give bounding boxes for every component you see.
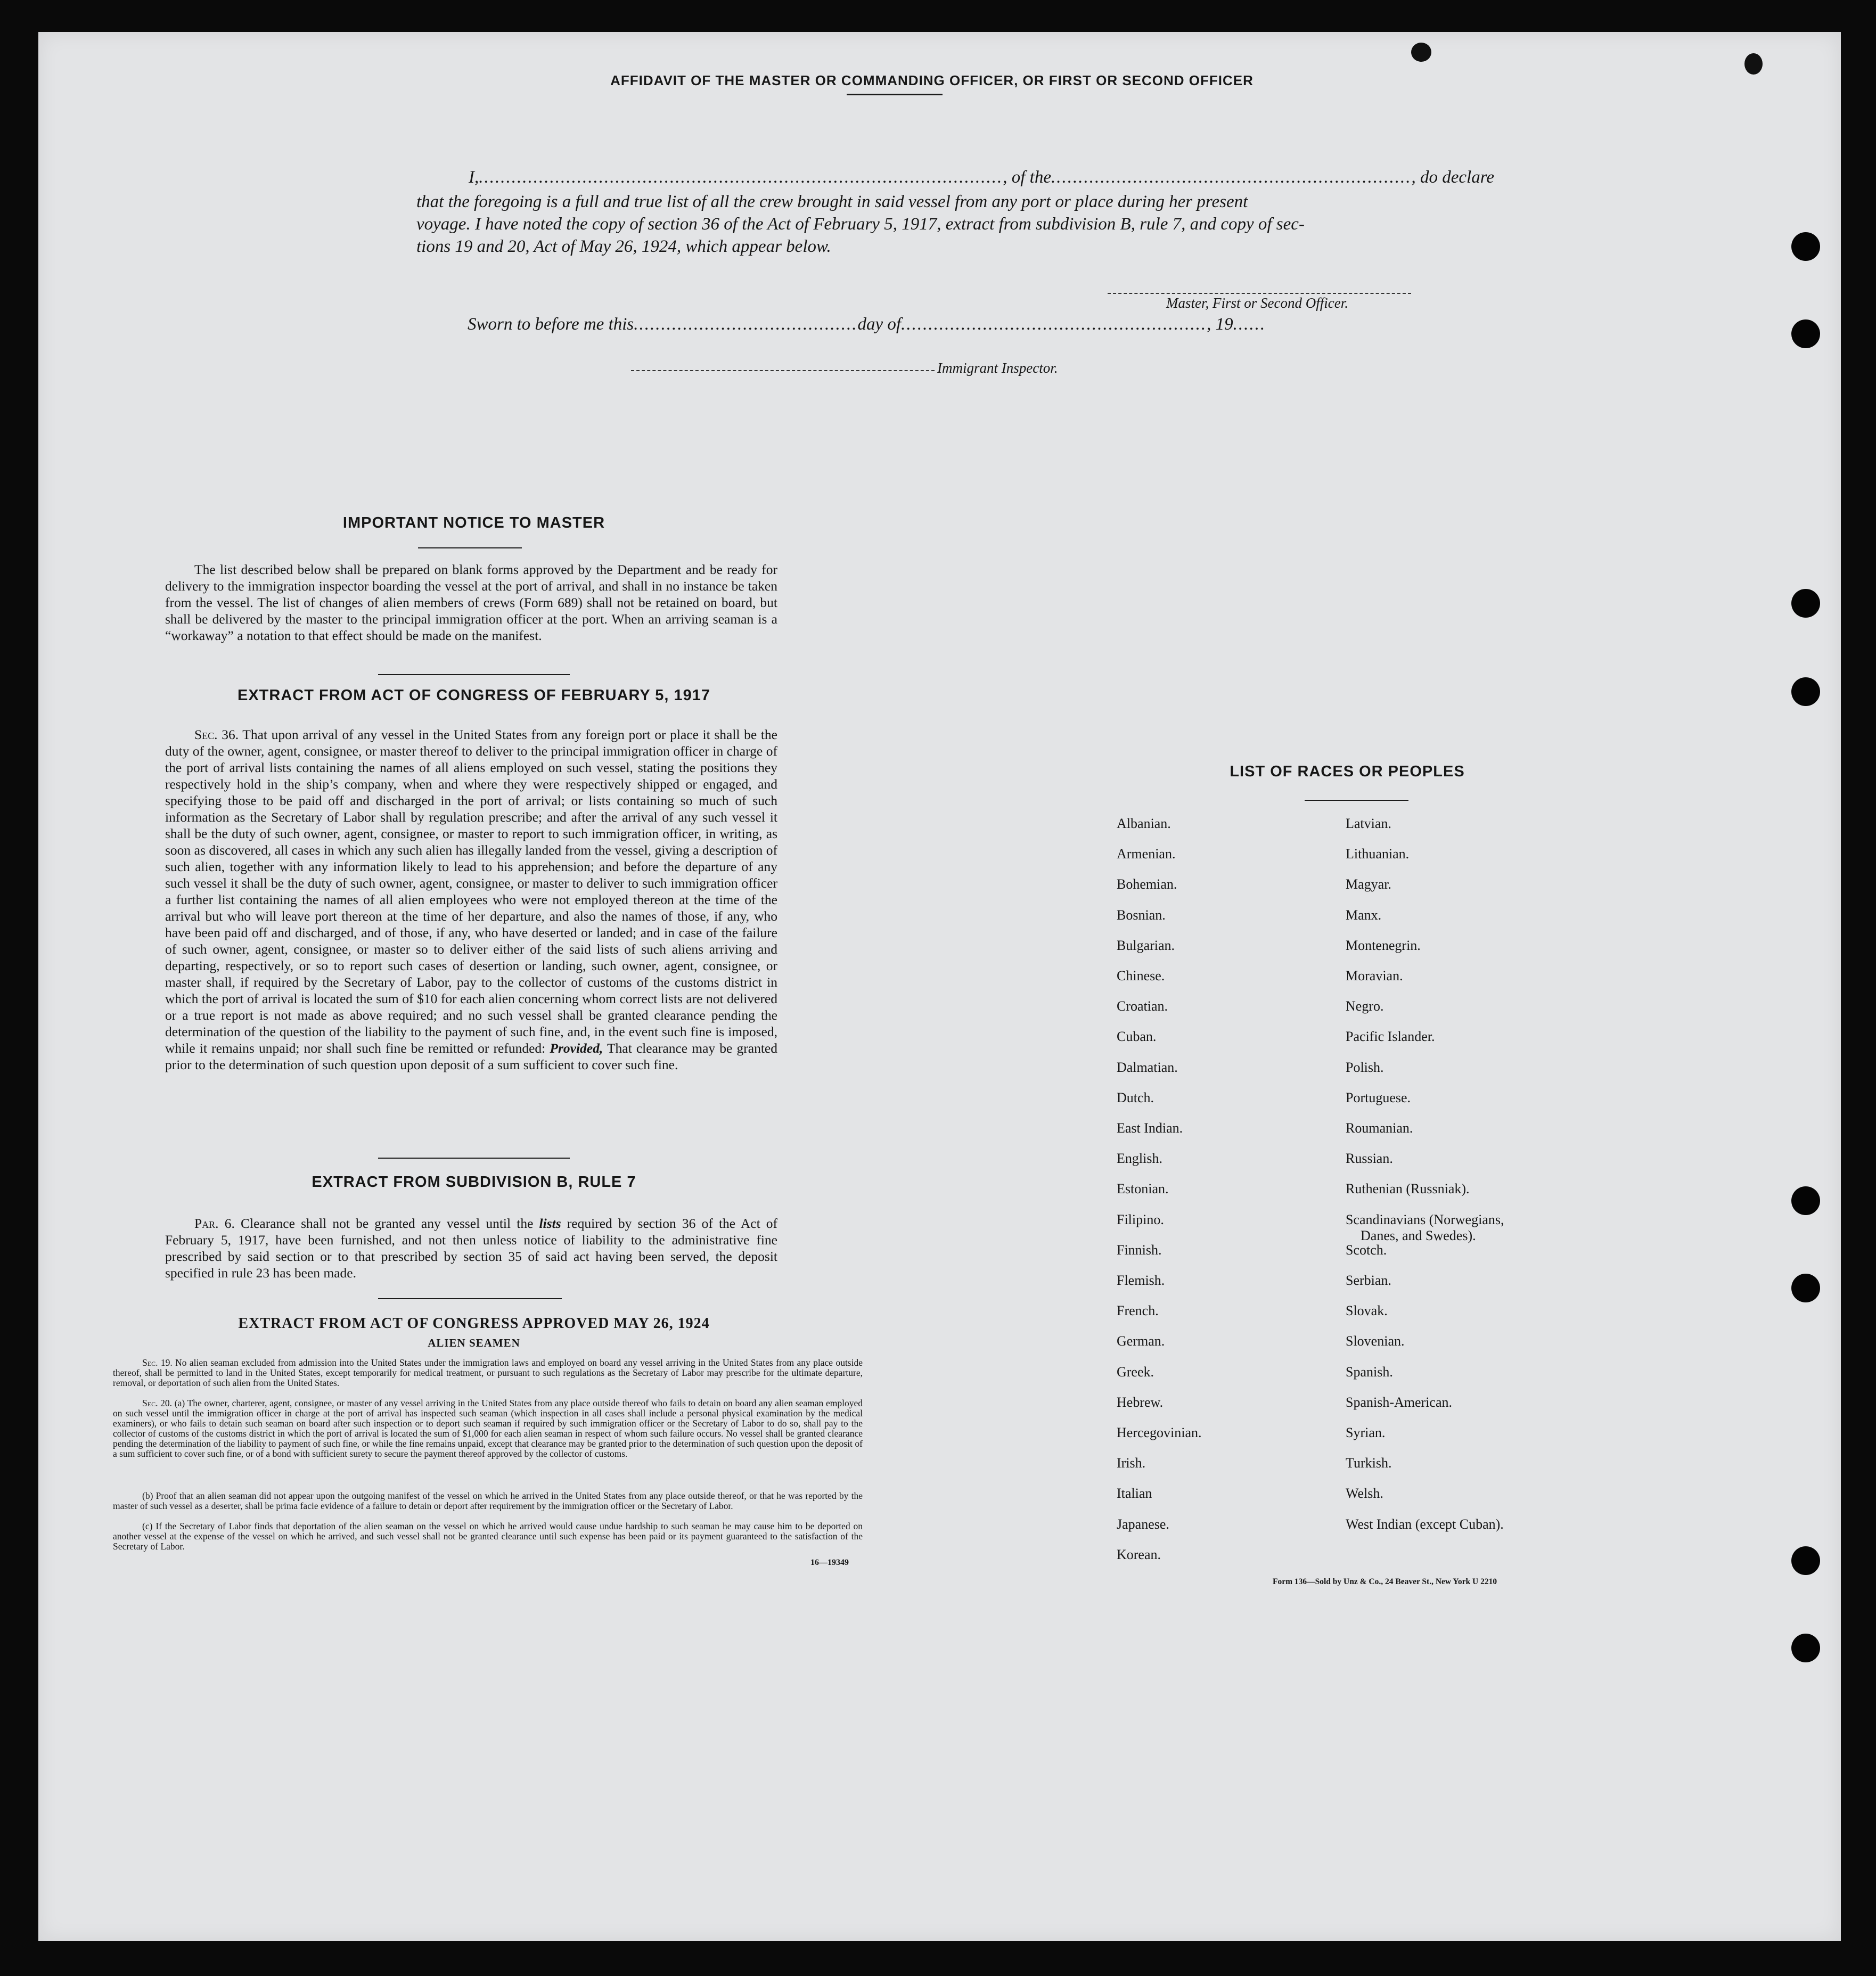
form-number: 16—19349 — [810, 1558, 849, 1567]
title-rule — [847, 94, 943, 95]
race-item: Turkish. — [1346, 1455, 1392, 1471]
race-item: Manx. — [1346, 907, 1382, 923]
section-19-label: Sec. 19. — [142, 1357, 173, 1368]
race-item: Greek. — [1117, 1364, 1154, 1380]
paragraph-6-text-b: required by section 36 of the Act of February 5, 1917, have been furnished, and not then unless notice of liability to the administrative fine prescribed by said section or to that prescribed by section 35 of said act having been served, the deposit specified in rule 23 has been made. — [165, 1216, 778, 1281]
month-blank[interactable]: ........................................................ — [901, 315, 1207, 334]
sworn-line — [468, 313, 1527, 335]
do-declare-text: , do declare — [1411, 168, 1494, 187]
form-publisher-note: Form 136—Sold by Unz & Co., 24 Beaver St., New York U 2210 — [1273, 1577, 1497, 1586]
affidavit-title: AFFIDAVIT OF THE MASTER OR COMMANDING OFFICER, OR FIRST OR SECOND OFFICER — [610, 72, 1254, 88]
race-item: Albanian. — [1117, 816, 1171, 831]
race-item: Dalmatian. — [1117, 1059, 1178, 1075]
race-item: East Indian. — [1117, 1120, 1183, 1136]
ink-speck — [1744, 53, 1763, 75]
section-20b-text: (b) Proof that an alien seaman did not appear upon the outgoing manifest of the vessel on which he arrived in the United States from any place outside thereof, or that he was reported by the master of such vessel as a deserter, shall be prima facie evidence of a failure to detain or deport after requirement by the immigration officer or the Secretary of Labor. — [113, 1490, 863, 1511]
rule-7-body — [165, 1215, 777, 1281]
punch-hole — [1791, 1186, 1820, 1215]
race-item: West Indian (except Cuban). — [1346, 1516, 1504, 1532]
master-signature-caption: Master, First or Second Officer. — [1166, 295, 1348, 311]
race-item: Lithuanian. — [1346, 846, 1410, 862]
race-item: Hercegovinian. — [1117, 1425, 1202, 1440]
race-item: Russian. — [1346, 1151, 1393, 1167]
race-item: Pacific Islander. — [1346, 1029, 1435, 1045]
race-item: Italian — [1117, 1486, 1152, 1502]
notice-rule — [418, 547, 522, 548]
master-signature-line[interactable] — [1108, 293, 1411, 294]
punch-hole — [1791, 232, 1820, 261]
punch-hole — [1791, 319, 1820, 348]
punch-hole — [1791, 1634, 1820, 1662]
section-20a-text — [113, 1398, 863, 1459]
alien-seamen-subheading: ALIEN SEAMEN — [428, 1337, 520, 1349]
paragraph-6-label: Par. 6. — [194, 1216, 235, 1231]
races-rule — [1305, 800, 1408, 801]
race-item: Latvian. — [1346, 816, 1391, 831]
declaration-line-3: voyage. I have noted the copy of section 36 of the Act of February 5, 1917, extract from subdivision B, rule 7, and copy of sec- — [416, 215, 1305, 234]
vessel-blank[interactable]: .................................................................. — [1051, 168, 1412, 187]
extract-1917-end-rule — [378, 1158, 570, 1159]
name-blank[interactable]: ................................................................................................ — [479, 168, 1003, 187]
race-item: Slovak. — [1346, 1303, 1388, 1319]
sworn-text: Sworn to before me this — [468, 315, 634, 334]
race-item: Spanish-American. — [1346, 1394, 1453, 1410]
race-item: Finnish. — [1117, 1242, 1162, 1258]
race-item: Dutch. — [1117, 1089, 1154, 1105]
race-item: Portuguese. — [1346, 1089, 1411, 1105]
section-20c-text: (c) If the Secretary of Labor finds that deportation of the alien seaman on the vessel on which he arrived would cause undue hardship to such seaman he may cause him to be deported on another vessel at the expense of the vessel on which he arrived, and such vessel shall not be granted clearance until such expense has been paid or its payment guaranteed to the satisfaction of the Secretary of Labor. — [113, 1521, 863, 1552]
race-item: French. — [1117, 1303, 1159, 1319]
race-item: Bohemian. — [1117, 876, 1177, 892]
race-item: Estonian. — [1117, 1181, 1169, 1197]
race-item: Bosnian. — [1117, 907, 1166, 923]
race-item: Ruthenian (Russniak). — [1346, 1181, 1470, 1197]
section-36-text: That upon arrival of any vessel in the United States from any foreign port or place it shall be the duty of the owner, agent, consignee, or master thereof to deliver to the principal immigration officer in charge of the port of arrival lists containing the names of all aliens employed on such vessel, stating the positions they respectively hold in the ship’s company, when and where they were respectively shipped or engaged, and specifying those to be paid off and discharged in the port of arrival; or lists containing so much of such information as the Secretary of Labor shall by regulation prescribe; and after the arrival of any such vessel it shall be the duty of such owner, agent, consignee, or master to report to such immigration officer, in writing, as soon as discovered, all cases in which any such alien has illegally landed from the vessel, giving a description of such alien, together with any information likely to lead to his apprehension; and before the departure of any such vessel it shall be the duty of such owner, agent, consignee, or master to deliver to such immigration officer a further list containing the names of all alien employees who were not employed thereon at the time of the arrival but who will leave port thereon at the time of her departure, and also the names of those, if any, who have been paid off and discharged, and of those, if any, who have deserted or landed; and in case of the failure of such owner, agent, consignee, or master so to deliver either of the said lists of such aliens arriving and departing, respectively, or so to report such cases of desertion or landing, such owner, agent, consignee, or master shall, if required by the Secretary of Labor, pay to the collector of customs of the customs district in which the port of arrival is located the sum of $10 for each alien concerning whom correct lists are not delivered or a true report is not made as above required; and no such vessel shall be granted clearance pending the determination of the question of the liability to the payment of such fine, and, in the event such fine is imposed, while it remains unpaid; nor shall such fine be remitted or refunded: — [165, 727, 777, 1056]
extract-1917-body — [165, 726, 777, 1073]
of-the-text: , of the — [1003, 168, 1051, 187]
section-36-label: Sec. 36. — [194, 727, 239, 742]
lists-word: lists — [539, 1216, 561, 1231]
race-item: English. — [1117, 1151, 1162, 1167]
races-heading: LIST OF RACES OR PEOPLES — [1230, 763, 1465, 780]
declaration-line-2: that the foregoing is a full and true list of all the crew brought in said vessel from any port or place during her present — [416, 192, 1248, 211]
race-item: Bulgarian. — [1117, 937, 1175, 953]
section-19-text — [113, 1358, 863, 1388]
rule-7-heading: EXTRACT FROM SUBDIVISION B, RULE 7 — [312, 1174, 636, 1191]
provided-word: Provided, — [550, 1040, 603, 1056]
notice-body: The list described below shall be prepared on blank forms approved by the Department and be ready for delivery to the immigration inspector boarding the vessel at the port of arrival, and shall in no instance be taken from the vessel. The list of changes of alien members of crews (Form 689) shall not be retained on board, but shall be delivered by the master to the principal immigration officer at the port. When an arriving seaman is a “workaway” a notation to that effect should be made on the manifest. — [165, 562, 777, 643]
inspector-caption: Immigrant Inspector. — [937, 360, 1058, 376]
race-item: Syrian. — [1346, 1425, 1386, 1440]
race-item: Filipino. — [1117, 1211, 1164, 1227]
section-36-end: That clearance may be granted prior to the determination of such question upon deposit of a sum sufficient to cover such fine. — [165, 1040, 777, 1072]
day-of-text: day of — [857, 315, 902, 334]
race-item: Armenian. — [1117, 846, 1176, 862]
day-blank[interactable]: ......................................... — [634, 315, 858, 334]
race-item: Roumanian. — [1346, 1120, 1413, 1136]
race-item: Croatian. — [1117, 998, 1168, 1014]
inspector-signature-line[interactable] — [631, 370, 935, 371]
race-item: Flemish. — [1117, 1273, 1165, 1288]
race-item: Montenegrin. — [1346, 937, 1421, 953]
race-item: Spanish. — [1346, 1364, 1393, 1380]
race-item: Welsh. — [1346, 1486, 1383, 1502]
race-item: Chinese. — [1117, 968, 1165, 983]
extract-1917-heading: EXTRACT FROM ACT OF CONGRESS OF FEBRUARY 5, 1917 — [237, 687, 711, 704]
punch-hole — [1791, 589, 1820, 618]
race-item: Irish. — [1117, 1455, 1146, 1471]
declaration-line-4: tions 19 and 20, Act of May 26, 1924, which appear below. — [416, 237, 831, 256]
rule-7-end-rule — [378, 1298, 562, 1299]
declaration-line-1 — [469, 166, 1528, 188]
paragraph-6-text-a: Clearance shall not be granted any vessel until the — [241, 1216, 534, 1231]
punch-hole — [1791, 1546, 1820, 1575]
race-item: Japanese. — [1117, 1516, 1169, 1532]
race-item: Polish. — [1346, 1059, 1384, 1075]
notice-end-rule — [378, 674, 570, 675]
section-20-label: Sec. 20. — [142, 1398, 173, 1408]
race-item: Hebrew. — [1117, 1394, 1164, 1410]
notice-heading: IMPORTANT NOTICE TO MASTER — [342, 514, 605, 531]
ink-speck — [1411, 43, 1431, 62]
section-20a-body: (a) The owner, charterer, agent, consignee, or master of any vessel arriving in the United States from any place outside thereof who fails to detain on board any alien seaman employed on such vessel until the immigration officer in charge at the port of arrival has inspected such seaman (which inspection in all cases shall include a personal physical examination by the medical examiners), or who fails to detain such seaman on board after such inspection or to deport such seaman if required by such immigration officer or the Secretary of Labor to do so, shall pay to the collector of customs of the customs district in which the port of arrival is located the sum of $1,000 for each alien seaman in respect of whom such failure occurs. No vessel shall be granted clearance pending the determination of the liability to payment of such fine, or while the fine remains unpaid, except that clearance may be granted prior to the determination of such question upon the deposit of a sum sufficient to cover such fine, or of a bond with sufficient surety to secure the payment thereof approved by the collector of customs. — [113, 1398, 863, 1459]
punch-hole — [1791, 677, 1820, 706]
race-item: Moravian. — [1346, 968, 1403, 983]
race-item: Cuban. — [1117, 1029, 1157, 1045]
race-item: German. — [1117, 1333, 1165, 1349]
race-item: Magyar. — [1346, 876, 1391, 892]
year-prefix: , 19 — [1207, 315, 1233, 334]
punch-hole — [1791, 1274, 1820, 1302]
extract-1924-heading: EXTRACT FROM ACT OF CONGRESS APPROVED MAY 26, 1924 — [238, 1315, 710, 1332]
race-item: Negro. — [1346, 998, 1384, 1014]
race-item: Scotch. — [1346, 1242, 1387, 1258]
race-item: Serbian. — [1346, 1273, 1391, 1288]
race-item: Slovenian. — [1346, 1333, 1405, 1349]
race-item: Danes, and Swedes). — [1361, 1227, 1476, 1243]
declaration-i: I, — [469, 168, 479, 187]
race-item: Korean. — [1117, 1546, 1161, 1562]
race-item: Scandinavians (Norwegians, — [1346, 1211, 1504, 1227]
year-blank[interactable]: ...... — [1233, 315, 1266, 334]
section-19-body: No alien seaman excluded from admission into the United States under the immigration laws and employed on board any vessel arriving in the United States from any place outside thereof, shall be permitted to land in the United States, except temporarily for medical treatment, or pursuant to such regulations as the Secretary of Labor may prescribe for the ultimate departure, removal, or deportation of such alien from the United States. — [113, 1357, 863, 1388]
